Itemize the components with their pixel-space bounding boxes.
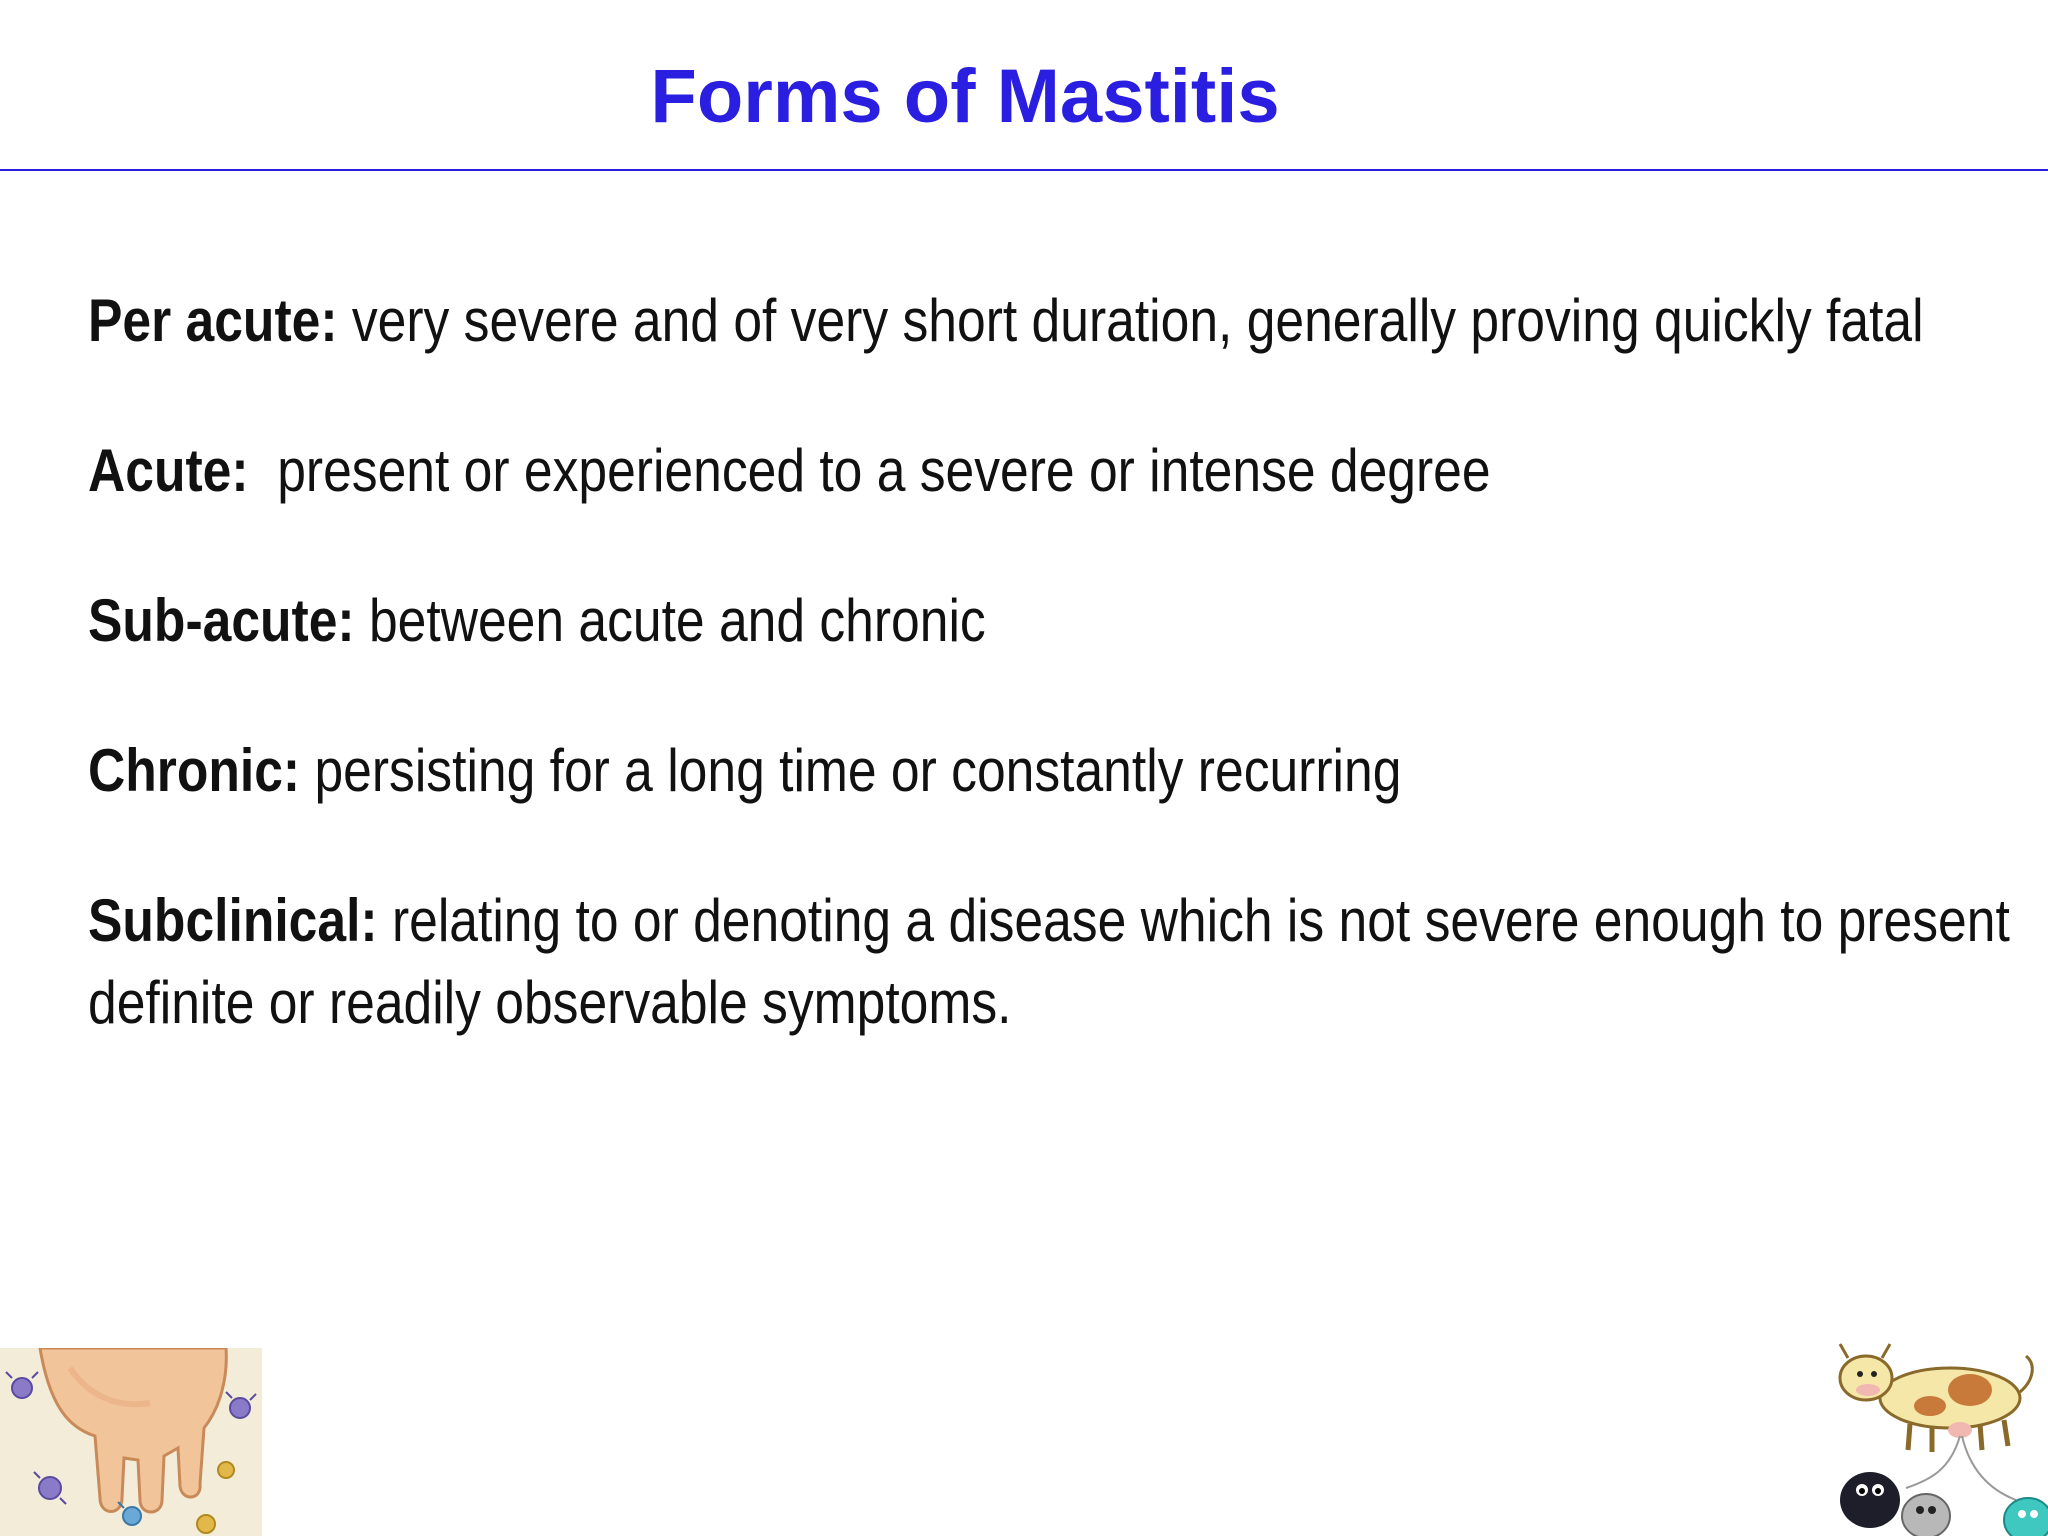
definition-term: Acute: [88, 437, 249, 504]
definition-text: very severe and of very short duration, generally proving quickly fatal [337, 287, 1924, 354]
definition-term: Chronic: [88, 737, 301, 804]
cow-and-bacteria-clipart [1820, 1340, 2048, 1536]
definition-term: Per acute: [88, 287, 338, 354]
definition-chronic [88, 730, 2048, 812]
slide-title: Forms of Mastitis [650, 54, 1280, 139]
definition-list [88, 280, 2010, 1112]
definition-per-acute [88, 280, 2048, 362]
udder-with-bacteria-clipart [0, 1348, 262, 1536]
definition-acute [88, 430, 2048, 512]
definition-term: Subclinical: [88, 887, 378, 954]
definition-term: Sub-acute: [88, 587, 355, 654]
definition-text: between acute and chronic [354, 587, 986, 654]
title-divider [0, 169, 2048, 171]
definition-sub-acute [88, 580, 2048, 662]
definition-text: relating to or denoting a disease which is not severe enough to present definite or readily observable symptoms. [88, 887, 2010, 1036]
definition-text: persisting for a long time or constantly recurring [300, 737, 1402, 804]
definition-text: present or experienced to a severe or intense degree [248, 437, 1491, 504]
definition-subclinical [88, 880, 2048, 1044]
